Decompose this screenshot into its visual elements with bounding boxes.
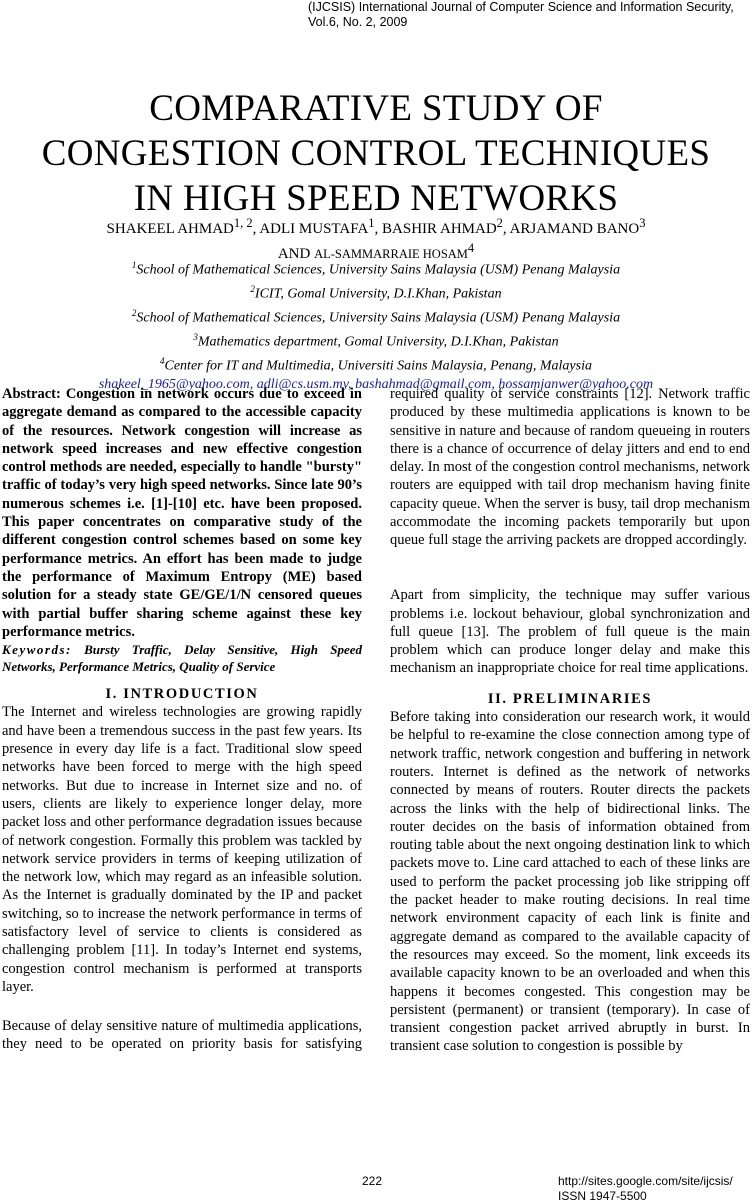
journal-name: (IJCSIS) International Journal of Computer Science and Information Security, <box>308 0 748 15</box>
abstract: Abstract: Congestion in network occurs due to exceed in aggregate demand as compared to the accessible capacity of the resources. Network congestion will increase as network speed increases and new effective congestion control methods are needed, especially to handle "bursty" traffic of today’s very high speed networks. Since late 90’s numerous schemes i.e. [1]-[10] etc. have been proposed. This paper concentrates on comparative study of the different congestion control schemes based on some key performance metrics. An effort has been made to judge the performance of Maximum Entropy (ME) based solution for a steady state GE/GE/1/N censored queues with partial buffer sharing scheme against these key performance metrics. <box>2 385 362 641</box>
affiliation-text: School of Mathematical Sciences, University Sains Malaysia (USM) Penang Malaysia <box>136 263 620 278</box>
intro-paragraph-continued <box>390 385 750 586</box>
affiliation-number: 2 <box>132 308 137 318</box>
prelim-paragraph: Before taking into consideration our research work, it would be helpful to re-examine the close connection among type of network traffic, network congestion and buffering in network routers. Internet is defined as the network of networks connected by means of routers. Router directs the packets across the links with the help of bidirectional links. The router decides on the basis of information obtained from routing table about the next ongoing destination link to which packets move to. Line card attached to each of these links are used to perform the packet processing job like stripping off the packet header to make routing decisions. In real time network environment capacity of each link is finite and aggregate demand as compared to the available capacity of the resources may exceed. So the moment, link exceeds its available capacity known to be an overloaded and when this happens it becomes congested. This congestion may be persistent (permanent) or transient (temporary). In case of transient congestion packet arrived abruptly in burst. In transient case solution to congestion is possible by <box>390 708 750 1056</box>
affiliation-text: Center for IT and Multimedia, Universiti Sains Malaysia, Penang, Malaysia <box>165 358 593 373</box>
author-conjunction: AND <box>278 246 311 262</box>
affiliations <box>0 256 752 394</box>
affiliation-line <box>0 304 752 328</box>
author-affiliation-mark: 1, 2 <box>234 216 253 230</box>
author-emails[interactable]: shakeel_1965@yahoo.com, adli@cs.usm.my, bashahmad@gmail.com, hossamjanwer@yahoo.com <box>0 376 752 394</box>
affiliation-text: ICIT, Gomal University, D.I.Khan, Pakistan <box>255 287 502 302</box>
title-line: CONGESTION CONTROL TECHNIQUES <box>0 131 752 176</box>
intro-paragraph: The Internet and wireless technologies are growing rapidly and have been a tremendous success in the past few years. Its presence in every day life is a fact. Traditional slow speed networks have been forced to merge with the high speed networks. But due to increase in Internet size and no. of users, clients are likely to experience longer delay, more packet loss and other performance degradation issues because of network congestion. Formally this problem was tackled by network service providers in terms of keeping utilization of the network low, which may regard as an infeasible solution. As the Internet is gradually dominated by the IP and packet switching, so to increase the network performance in terms of satisfactory level of service to clients is considered as challenging problem [11]. In today’s Internet end systems, congestion control mechanism is performed at transports layer. <box>2 703 362 996</box>
author-name: BASHIR AHMAD <box>382 221 497 237</box>
author-name: AL-SAMMARRAIE HOSAM <box>314 247 468 261</box>
affiliation-number: 1 <box>132 260 137 270</box>
affiliation-number: 4 <box>160 356 165 366</box>
footer-url[interactable]: http://sites.google.com/site/ijcsis/ <box>558 1174 748 1189</box>
affiliation-line <box>0 352 752 376</box>
section-heading-introduction: I. INTRODUCTION <box>2 685 362 703</box>
author-name: SHAKEEL AHMAD <box>107 221 234 237</box>
journal-volume: Vol.6, No. 2, 2009 <box>308 15 748 30</box>
author-line: SHAKEEL AHMAD$^{1, 2}$, ADLI MUSTAFA$^1$, BASHIR AHMAD$^2$, ARJAMAND BANO$^3$ <box>0 214 752 239</box>
author-name: ARJAMAND BANO <box>510 221 640 237</box>
left-column <box>2 385 362 996</box>
affiliation-line <box>0 280 752 304</box>
footer-info <box>558 1174 748 1203</box>
journal-header <box>308 0 748 30</box>
intro-paragraph: Apart from simplicity, the technique may suffer various problems i.e. lockout behaviour, global synchronization and full queue [13]. The problem of full queue is the main problem which can produce longer delay and make this mechanism an inappropriate choice for real time applications. <box>390 586 750 677</box>
affiliation-text: Mathematics department, Gomal University, D.I.Khan, Pakistan <box>198 335 559 350</box>
page-number: 222 <box>362 1174 382 1188</box>
affiliation-line <box>0 256 752 280</box>
author-affiliation-mark: 4 <box>468 241 474 255</box>
paper-title <box>0 86 752 221</box>
right-column <box>390 385 750 1056</box>
affiliation-number: 3 <box>193 332 198 342</box>
author-name: ADLI MUSTAFA <box>259 221 368 237</box>
title-line: IN HIGH SPEED NETWORKS <box>0 176 752 221</box>
affiliation-text: School of Mathematical Sciences, University Sains Malaysia (USM) Penang Malaysia <box>136 311 620 326</box>
footer-issn: ISSN 1947-5500 <box>558 1189 748 1203</box>
section-heading-preliminaries: II. PRELIMINARIES <box>390 690 750 708</box>
intro-paragraph-text: required quality of service constraints [12]. Network traffic produced by these multimedia applications is known to be sensitive in nature and because of random queueing in routers there is a chance of occurrence of delay jitters and end to end delay. In most of the congestion control mechanisms, network routers are equipped with tail drop mechanism having finite capacity queue. When the server is busy, tail drop mechanism accommodate the incoming packets temporarily but upon queue full stage the arriving packets are dropped accordingly. <box>390 385 750 550</box>
intro-paragraph: Because of delay sensitive nature of multimedia applications, they need to be operated on priority basis for satisfying <box>2 1017 362 1054</box>
author-affiliation-mark: 2 <box>497 216 503 230</box>
affiliation-line <box>0 328 752 352</box>
keywords <box>2 641 362 675</box>
author-affiliation-mark: 3 <box>639 216 645 230</box>
affiliation-number: 2 <box>250 284 255 294</box>
title-line: COMPARATIVE STUDY OF <box>0 86 752 131</box>
keywords-text: Bursty Traffic, Delay Sensitive, High Speed Networks, Performance Metrics, Quality of Service <box>2 642 362 674</box>
keywords-label: Keywords: <box>2 642 72 657</box>
author-affiliation-mark: 1 <box>368 216 374 230</box>
left-column-continued <box>2 1017 362 1054</box>
